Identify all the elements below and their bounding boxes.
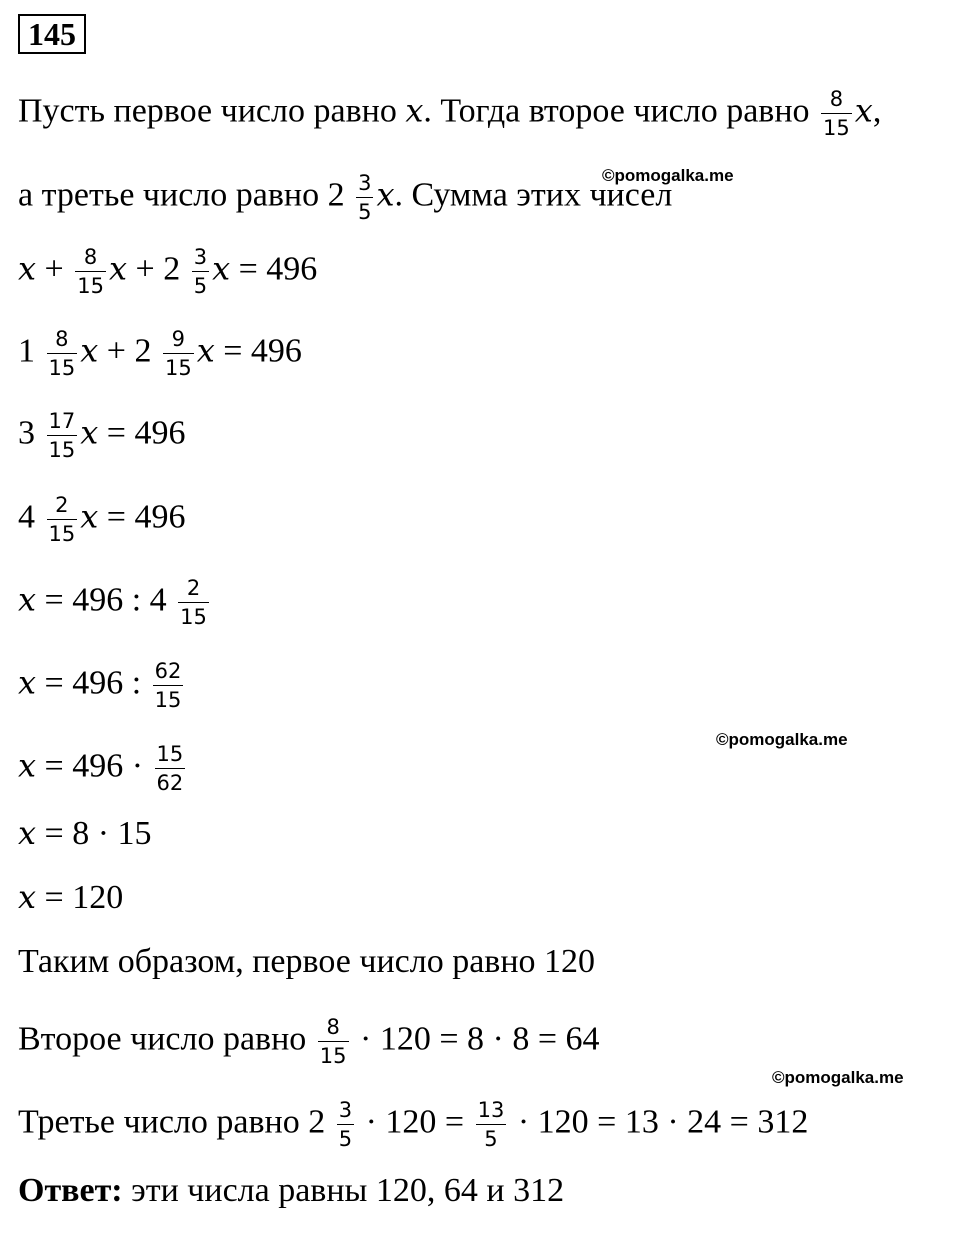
- variable-x: x: [854, 91, 873, 130]
- intro-line-2: [18, 172, 672, 223]
- fraction-15-62: $\frac{15}{62}$: [156, 742, 184, 796]
- answer-line: [18, 1174, 564, 1208]
- answer-text: эти числа равны 120, 64 и 312: [131, 1172, 565, 1209]
- fraction-3-5: $\frac{3}{5}$: [193, 245, 208, 299]
- fraction-8-15: $\frac{8}{15}$: [319, 1015, 347, 1069]
- intro-text-1-mid: . Тогда второе число равно: [423, 92, 810, 130]
- equation-1: x + $\frac{8}{15}$ x + 2 $\frac{3}{5}$ x = 496: [18, 245, 318, 299]
- watermark: ©pomogalka.me: [772, 1068, 904, 1087]
- fraction-9-15: $\frac{9}{15}$: [164, 327, 192, 381]
- equation-4: 4 $\frac{2}{15}$ x = 496: [18, 493, 186, 547]
- fraction-13-5: $\frac{13}{5}$: [477, 1098, 505, 1152]
- intro-text-2: а третье число равно 2: [18, 176, 345, 214]
- equation-9: x = 120: [18, 878, 124, 916]
- problem-number: 145: [18, 14, 86, 54]
- fraction-2-15: $\frac{2}{15}$: [48, 493, 76, 547]
- fraction-2-15: $\frac{2}{15}$: [180, 576, 207, 630]
- equation-7: x = 496 · $\frac{15}{62}$: [18, 742, 184, 796]
- equation-3: 3 $\frac{17}{15}$ x = 496: [18, 409, 186, 463]
- intro-line-1: [18, 88, 881, 139]
- intro-text-1: Пусть первое число равно: [18, 92, 397, 130]
- conclusion-line-1: Таким образом, первое число равно 120: [18, 943, 596, 980]
- equation-2: 1 $\frac{8}{15}$ x + 2 $\frac{9}{15}$ x = 496: [18, 327, 302, 381]
- variable-x: x: [376, 175, 395, 214]
- equation-5: x = 496 : 4 $\frac{2}{15}$: [18, 576, 207, 630]
- answer-label: Ответ:: [18, 1172, 123, 1209]
- fraction-62-15: $\frac{62}{15}$: [154, 659, 182, 713]
- fraction-8-15: $\frac{8}{15}$: [48, 327, 76, 381]
- watermark: ©pomogalka.me: [602, 166, 734, 185]
- fraction-17-15: $\frac{17}{15}$: [48, 409, 76, 463]
- fraction-8-15: $\frac{8}{15}$: [77, 245, 104, 299]
- conclusion-line-3: Третье число равно 2 $\frac{3}{5}$ · 120 = $\frac{13}{5}$ · 120 = 13 · 24 = 312: [18, 1098, 809, 1152]
- fraction-3-5: $\frac{3}{5}$: [338, 1098, 353, 1152]
- intro-text-2-end: . Сумма этих чисел: [394, 176, 673, 214]
- equation-6: x = 496 : $\frac{62}{15}$: [18, 659, 182, 713]
- intro-text-1-end: ,: [872, 92, 882, 130]
- equation-8: x = 8 · 15: [18, 814, 152, 852]
- fraction-8-15: $\frac{8}{15}$: [823, 87, 850, 141]
- variable-x: x: [405, 91, 424, 130]
- fraction-3-5: $\frac{3}{5}$: [358, 171, 372, 225]
- watermark: ©pomogalka.me: [716, 730, 848, 749]
- conclusion-line-2: Второе число равно $\frac{8}{15}$ · 120 = 8 · 8 = 64: [18, 1015, 600, 1069]
